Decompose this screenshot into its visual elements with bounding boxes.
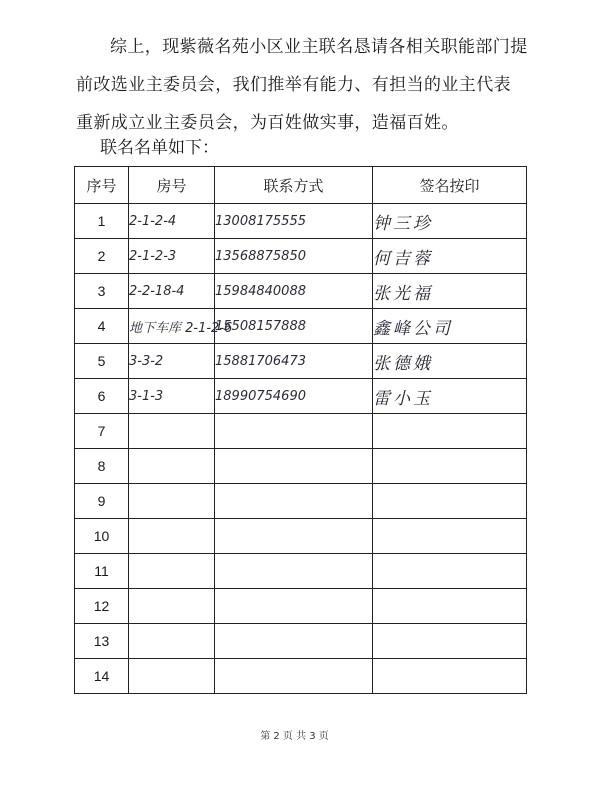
- row-phone: [215, 554, 373, 589]
- table-row: [75, 274, 527, 309]
- row-phone: 15881706473: [215, 344, 373, 379]
- row-room: 3-3-2: [129, 344, 215, 379]
- row-number: 9: [75, 484, 129, 519]
- row-number: 7: [75, 414, 129, 449]
- row-number: 3: [75, 274, 129, 309]
- header-no: 序号: [75, 167, 129, 204]
- row-room: 2-1-2-3: [129, 239, 215, 274]
- row-signature: 钟三珍: [373, 204, 527, 239]
- row-number: 8: [75, 449, 129, 484]
- row-number: 14: [75, 659, 129, 694]
- table-row: [75, 624, 527, 659]
- row-number: 2: [75, 239, 129, 274]
- row-room: [129, 624, 215, 659]
- row-phone: [215, 414, 373, 449]
- row-signature: 张光福: [373, 274, 527, 309]
- row-signature: [373, 449, 527, 484]
- row-number: 1: [75, 204, 129, 239]
- row-number: 12: [75, 589, 129, 624]
- header-phone: 联系方式: [215, 167, 373, 204]
- row-phone: 15508157888: [215, 309, 373, 344]
- row-signature: 张德娥: [373, 344, 527, 379]
- row-room: [129, 449, 215, 484]
- row-room: 地下车库 2-1-2-6: [129, 309, 215, 344]
- row-room: [129, 519, 215, 554]
- header-room: 房号: [129, 167, 215, 204]
- row-room: [129, 414, 215, 449]
- row-signature: [373, 659, 527, 694]
- row-phone: 13008175555: [215, 204, 373, 239]
- row-number: 13: [75, 624, 129, 659]
- row-room: [129, 484, 215, 519]
- row-phone: [215, 659, 373, 694]
- table-row: [75, 309, 527, 344]
- row-room: 2-1-2-4: [129, 204, 215, 239]
- row-signature: 何吉蓉: [373, 239, 527, 274]
- row-signature: 雷小玉: [373, 379, 527, 414]
- row-room: [129, 659, 215, 694]
- row-phone: 13568875850: [215, 239, 373, 274]
- table-row: [75, 659, 527, 694]
- row-phone: [215, 519, 373, 554]
- table-row: [75, 204, 527, 239]
- row-room: 3-1-3: [129, 379, 215, 414]
- row-phone: 18990754690: [215, 379, 373, 414]
- row-number: 6: [75, 379, 129, 414]
- row-signature: [373, 484, 527, 519]
- row-room: [129, 589, 215, 624]
- row-room: 2-2-18-4: [129, 274, 215, 309]
- row-signature: 鑫峰公司: [373, 309, 527, 344]
- row-phone: [215, 484, 373, 519]
- row-number: 5: [75, 344, 129, 379]
- row-signature: [373, 554, 527, 589]
- row-phone: [215, 624, 373, 659]
- row-phone: [215, 449, 373, 484]
- petition-paragraph: 综上，现紫薇名苑小区业主联名恳请各相关职能部门提前改选业主委员会，我们推举有能力、有担当的业主代表重新成立业主委员会，为百姓做实事，造福百姓。: [76, 37, 528, 133]
- row-signature: [373, 414, 527, 449]
- signature-table: [74, 166, 527, 694]
- table-row: [75, 344, 527, 379]
- table-header-row: [75, 167, 527, 204]
- list-heading: 联名名单如下：: [100, 138, 219, 158]
- table-row: [75, 519, 527, 554]
- row-signature: [373, 624, 527, 659]
- row-number: 10: [75, 519, 129, 554]
- row-number: 11: [75, 554, 129, 589]
- row-signature: [373, 589, 527, 624]
- table-row: [75, 414, 527, 449]
- table-row: [75, 554, 527, 589]
- table-row: [75, 379, 527, 414]
- table-row: [75, 589, 527, 624]
- row-number: 4: [75, 309, 129, 344]
- page-footer: 第 2 页 共 3 页: [260, 731, 329, 742]
- header-sign: 签名按印: [373, 167, 527, 204]
- table-row: [75, 239, 527, 274]
- row-phone: [215, 589, 373, 624]
- row-room: [129, 554, 215, 589]
- table-row: [75, 484, 527, 519]
- table-row: [75, 449, 527, 484]
- row-phone: 15984840088: [215, 274, 373, 309]
- row-signature: [373, 519, 527, 554]
